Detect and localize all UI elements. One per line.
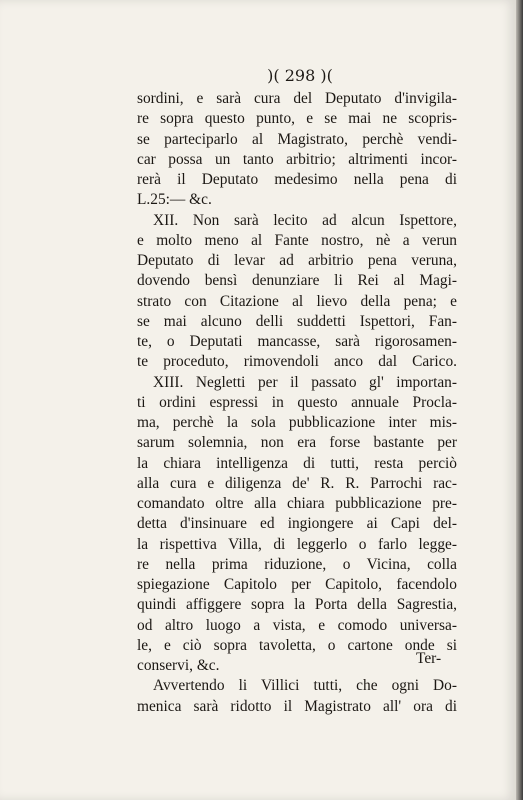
text-line: XII. Non sarà lecito ad alcun Ispettore, bbox=[153, 211, 457, 229]
text-line: menica sarà ridotto il Magistrato all' ora di bbox=[137, 697, 457, 715]
text-line: od altro luogo a vista, e comodo universa- bbox=[137, 616, 457, 634]
text-line: se mai alcuno delli suddetti Ispettori, Fan- bbox=[137, 312, 457, 330]
text-line: quindi affiggere sopra la Porta della Sagrestia, bbox=[137, 596, 457, 614]
body-text bbox=[137, 89, 457, 717]
text-line: la rispettiva Villa, di leggerlo o farlo legge- bbox=[137, 535, 457, 553]
text-line: comandato oltre alla chiara pubblicazione pre- bbox=[137, 495, 457, 512]
text-line: e molto meno al Fante nostro, nè a verun bbox=[137, 231, 457, 249]
text-line: te proceduto, rimovendoli anco dal Carico. bbox=[137, 353, 457, 371]
text-line: le, e ciò sopra tavoletta, o cartone onde si bbox=[137, 636, 457, 654]
text-line: ma, perchè la sola pubblicazione inter mis- bbox=[137, 414, 457, 431]
text-line: XIII. Negletti per il passato gl' importan- bbox=[153, 373, 457, 391]
text-line: te, o Deputati mancasse, sarà rigorosamen- bbox=[137, 333, 457, 350]
text-line: dovendo bensì denunziare li Rei al Magi- bbox=[137, 272, 457, 290]
text-line: car possa un tanto arbitrio; altrimenti incor- bbox=[137, 150, 457, 168]
text-line: re nella prima riduzione, o Vicina, colla bbox=[137, 555, 457, 573]
text-line: la chiara intelligenza di tutti, resta perciò bbox=[137, 454, 457, 472]
text-line: se parteciparlo al Magistrato, perchè vendi- bbox=[137, 130, 457, 148]
text-line: detta d'insinuare ed ingiongere ai Capi del- bbox=[137, 515, 457, 533]
text-line: L.25:— &c. bbox=[137, 191, 212, 209]
catchword: Ter- bbox=[416, 650, 442, 667]
text-line: sarum solemnia, non era forse bastante per bbox=[137, 434, 457, 452]
text-line: rerà il Deputato medesimo nella pena di bbox=[137, 171, 457, 188]
page-number: )( 298 )( bbox=[267, 66, 333, 85]
text-line: sordini, e sarà cura del Deputato d'invigila- bbox=[137, 90, 457, 107]
text-line: strato con Citazione al lievo della pena; e bbox=[137, 292, 457, 310]
text-line: Deputato di levar ad arbitrio pena veruna, bbox=[137, 252, 457, 269]
text-line: ti ordini espressi in questo annuale Procla- bbox=[137, 393, 457, 411]
text-line: spiegazione Capitolo per Capitolo, facendolo bbox=[137, 576, 457, 593]
page-edge-shadow bbox=[516, 0, 523, 800]
text-line: Avvertendo li Villici tutti, che ogni Do- bbox=[153, 677, 457, 695]
text-line: re sopra questo punto, e se mai ne scopris- bbox=[137, 110, 457, 128]
text-line: alla cura e diligenza de' R. R. Parrochi rac- bbox=[137, 474, 457, 492]
text-line: conservi, &c. bbox=[137, 657, 220, 674]
